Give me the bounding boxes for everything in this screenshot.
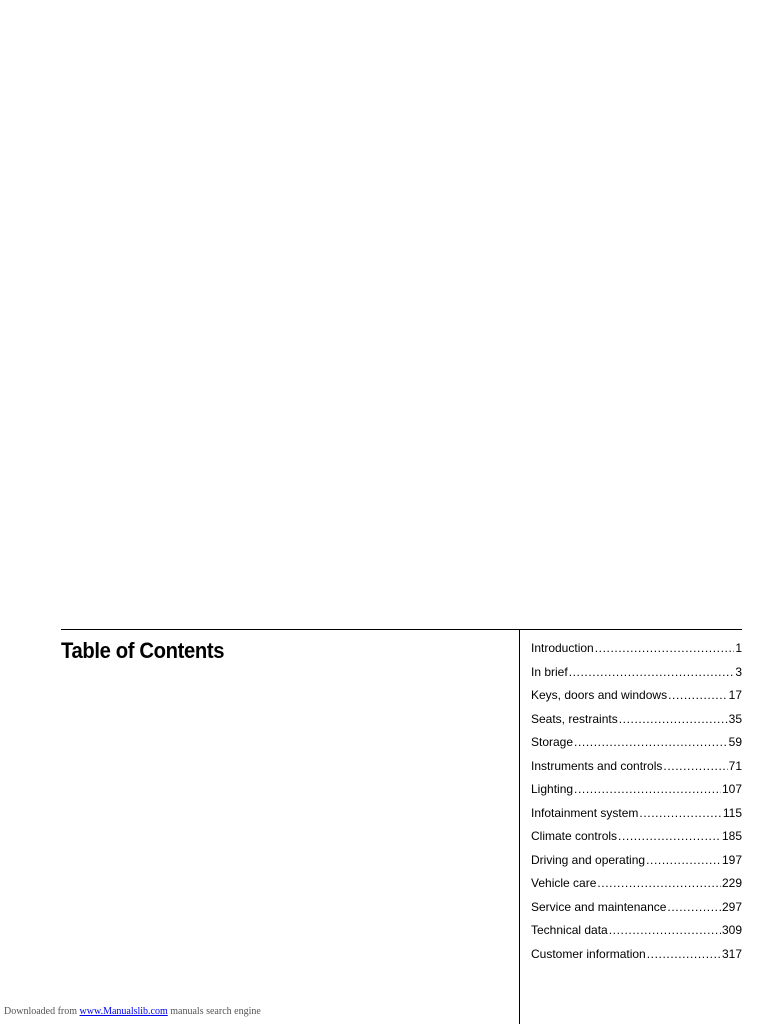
toc-entry-title: Lighting xyxy=(531,782,574,796)
dot-leader xyxy=(618,828,721,844)
toc-entry-page: 35 xyxy=(728,711,742,726)
toc-entry-climate-controls[interactable] xyxy=(531,828,742,852)
footer-suffix: manuals search engine xyxy=(170,1006,261,1017)
toc-entry-title: Instruments and controls xyxy=(531,758,663,773)
dot-leader xyxy=(609,922,721,938)
dot-leader xyxy=(663,758,727,774)
toc-entry-customer-information[interactable] xyxy=(531,946,742,970)
toc-entry-vehicle-care[interactable] xyxy=(531,875,742,899)
toc-entry-introduction[interactable] xyxy=(531,640,742,664)
toc-entry-title: Infotainment system xyxy=(531,805,639,820)
toc-entry-page: 297 xyxy=(721,899,742,914)
toc-entry-page: 197 xyxy=(721,852,742,867)
toc-entry-page: 59 xyxy=(728,735,742,749)
page-title: Table of Contents xyxy=(61,638,225,663)
dot-leader xyxy=(569,664,735,680)
toc-entry-page: 185 xyxy=(721,829,742,843)
manualslib-link[interactable]: www.Manualslib.com xyxy=(79,1006,168,1017)
dot-leader xyxy=(667,899,721,915)
toc-entry-page: 317 xyxy=(721,946,742,961)
toc-entry-title: Storage xyxy=(531,735,574,749)
toc-entry-page: 3 xyxy=(735,664,742,679)
toc-entry-technical-data[interactable] xyxy=(531,922,742,946)
toc-entry-page: 309 xyxy=(721,923,742,937)
toc-entry-instruments-controls[interactable] xyxy=(531,758,742,782)
toc-entry-page: 1 xyxy=(735,641,742,655)
toc-entry-page: 107 xyxy=(721,782,742,796)
toc-entry-title: In brief xyxy=(531,664,568,679)
dot-leader xyxy=(639,805,721,821)
dot-leader xyxy=(619,711,728,727)
toc-entry-lighting[interactable] xyxy=(531,781,742,805)
toc-entry-page: 17 xyxy=(728,688,742,702)
toc-entry-title: Technical data xyxy=(531,923,608,937)
toc-entry-storage[interactable] xyxy=(531,734,742,758)
toc-entry-title: Service and maintenance xyxy=(531,899,667,914)
toc-entry-in-brief[interactable] xyxy=(531,664,742,688)
toc-entry-title: Customer information xyxy=(531,946,646,961)
toc-entry-title: Introduction xyxy=(531,641,594,655)
dot-leader xyxy=(574,781,721,797)
toc-entry-title: Seats, restraints xyxy=(531,711,618,726)
toc-entry-infotainment[interactable] xyxy=(531,805,742,829)
toc-entry-title: Vehicle care xyxy=(531,876,597,890)
column-divider xyxy=(519,629,520,1024)
toc-entry-seats-restraints[interactable] xyxy=(531,711,742,735)
toc-entry-title: Climate controls xyxy=(531,829,618,843)
download-footer xyxy=(4,1006,261,1018)
dot-leader xyxy=(668,687,728,703)
toc-entry-page: 229 xyxy=(721,876,742,890)
dot-leader xyxy=(647,946,721,962)
dot-leader xyxy=(574,734,728,750)
toc-entry-page: 115 xyxy=(722,805,742,820)
dot-leader xyxy=(597,875,721,891)
dot-leader xyxy=(646,852,721,868)
toc-entry-keys-doors-windows[interactable] xyxy=(531,687,742,711)
toc-entry-page: 71 xyxy=(728,758,742,773)
dot-leader xyxy=(595,640,735,656)
toc-entry-title: Keys, doors and windows xyxy=(531,688,668,702)
toc-entry-driving-operating[interactable] xyxy=(531,852,742,876)
table-of-contents-list xyxy=(531,640,742,969)
toc-entry-service-maintenance[interactable] xyxy=(531,899,742,923)
top-divider xyxy=(61,629,742,630)
footer-prefix: Downloaded from xyxy=(4,1006,78,1017)
toc-entry-title: Driving and operating xyxy=(531,852,646,867)
